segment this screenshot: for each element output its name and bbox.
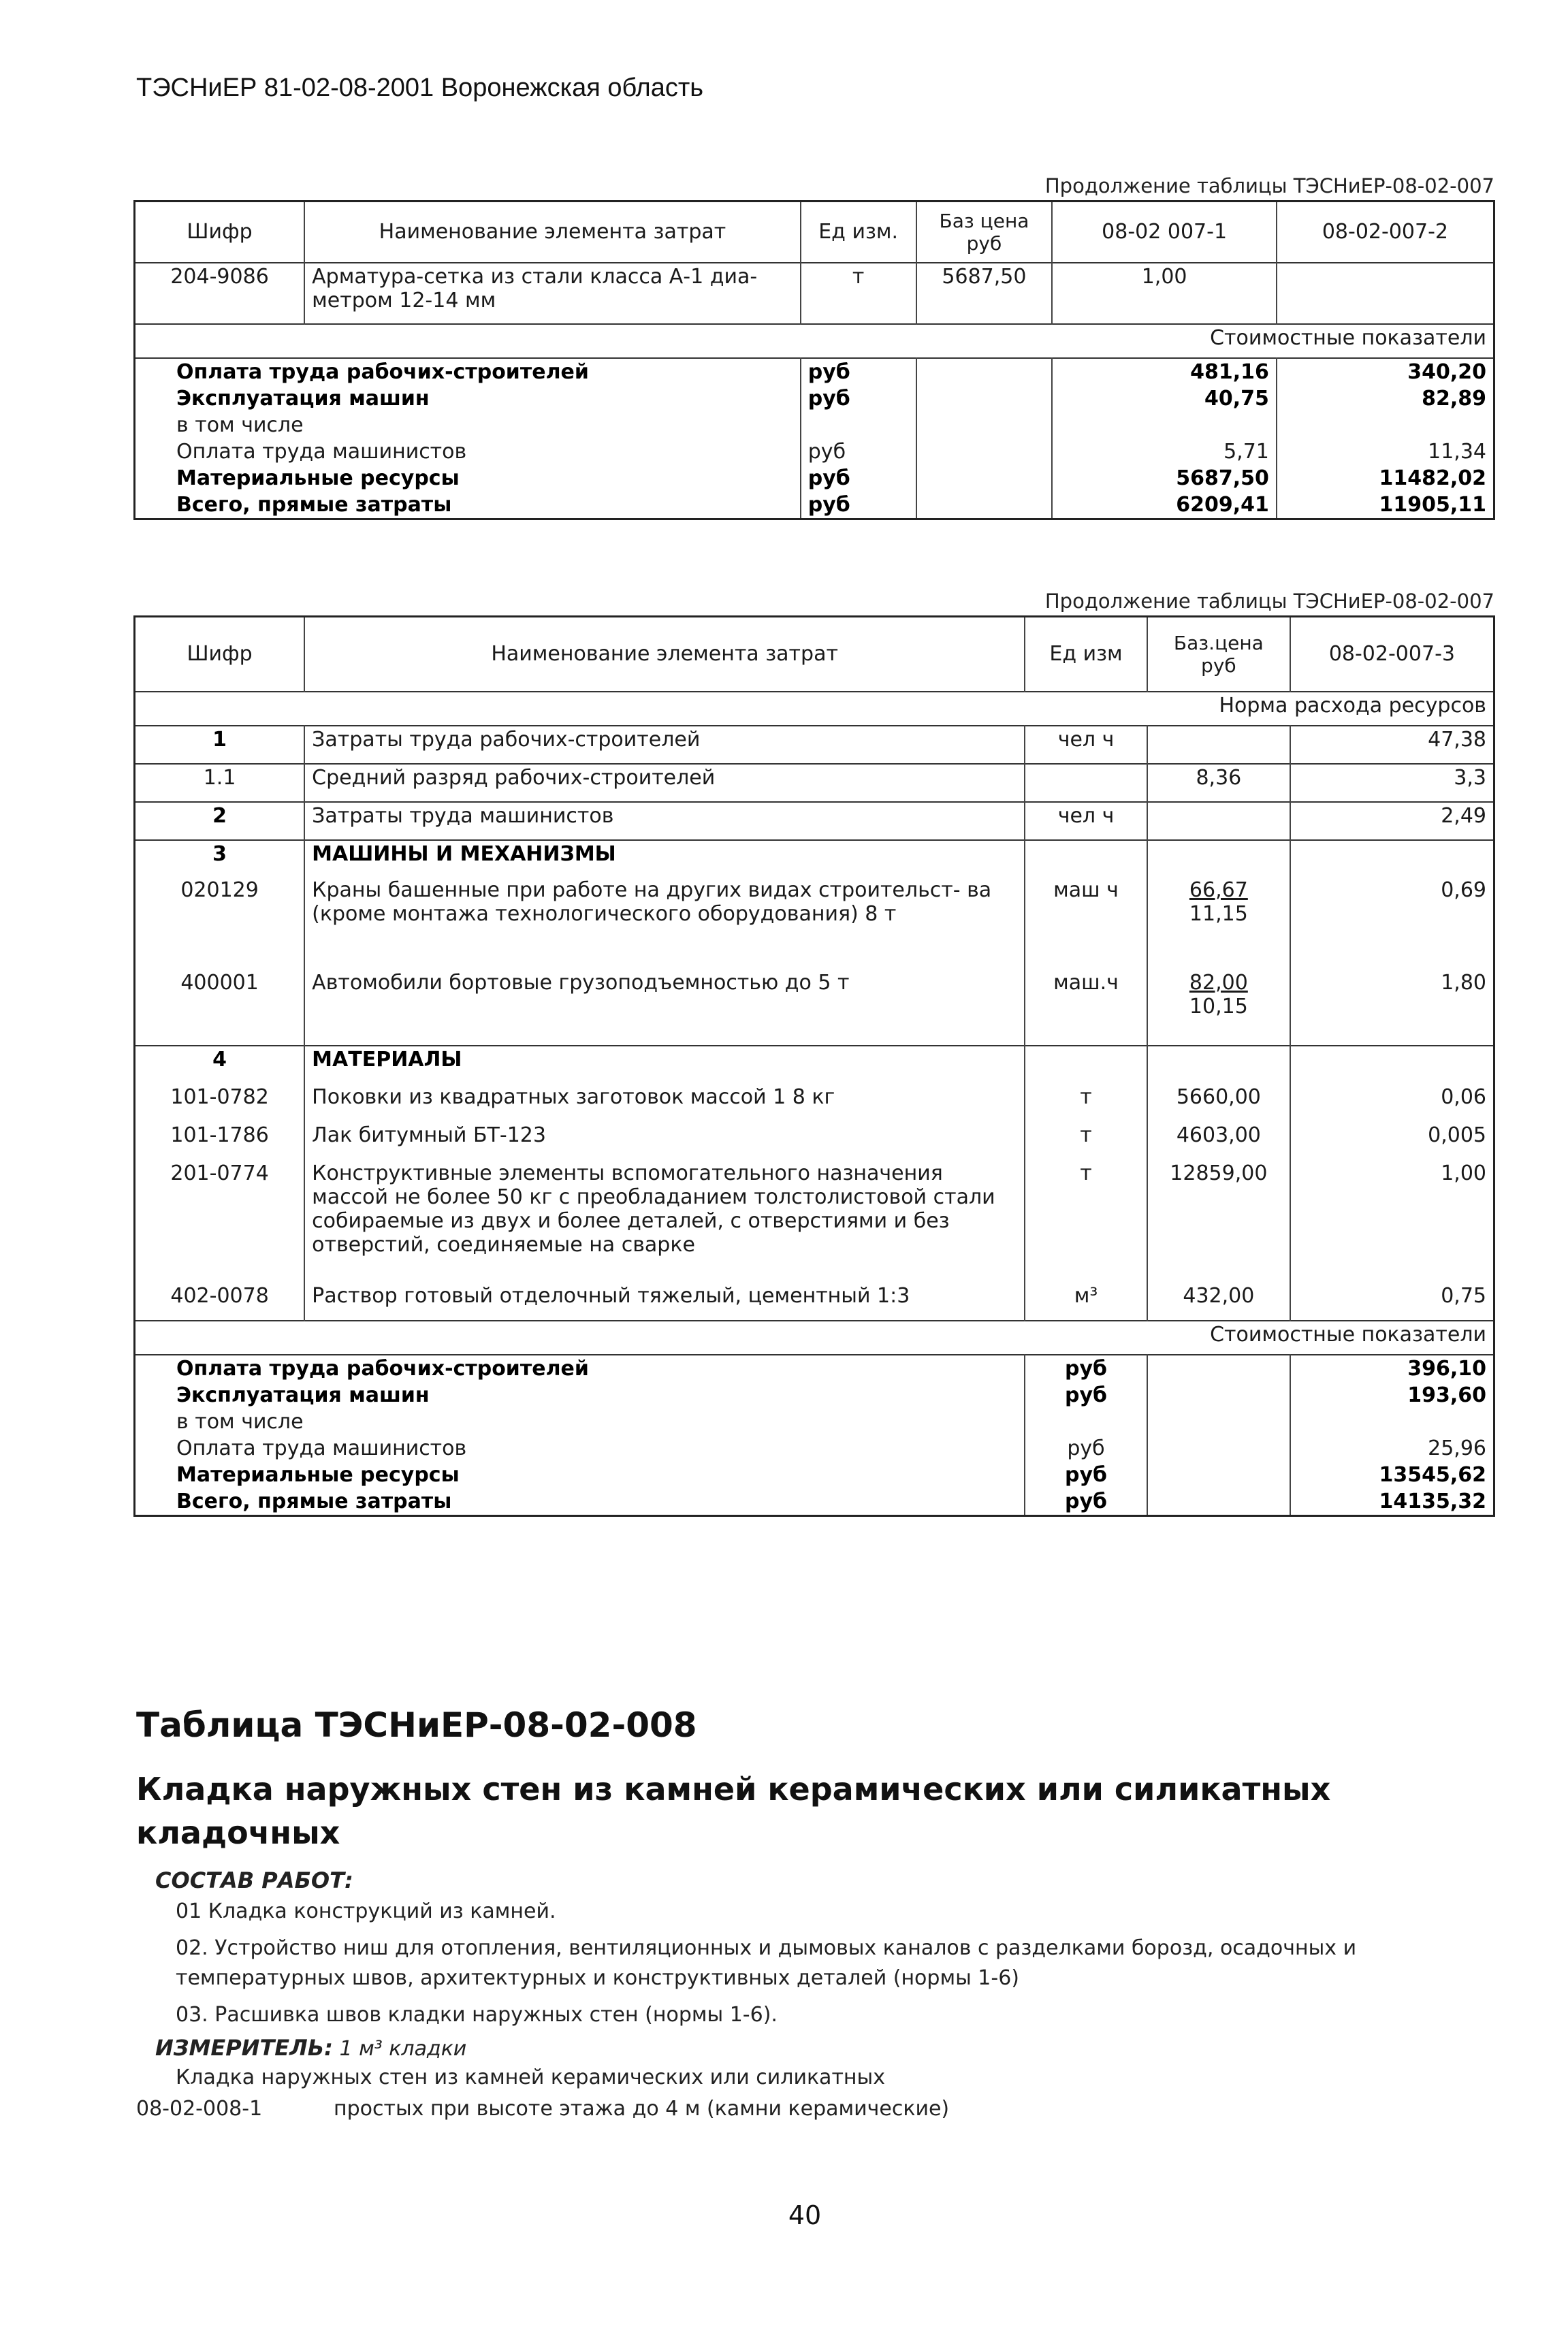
table-row: 4 МАТЕРИАЛЫ [135, 1046, 1494, 1084]
col-price: Баз.цена руб [1147, 617, 1290, 692]
table1-header-row [135, 202, 1494, 263]
table-row: 400001 Автомобили бортовые грузоподъемностью до 5 т маш.ч 82,00 10,15 1,80 [135, 969, 1494, 1046]
norm-header-row [135, 692, 1494, 726]
work-item-2: 02. Устройство ниш для отопления, вентиляционных и дымовых каналов с разделками борозд, осадочных и [176, 1936, 1357, 1960]
table2-header-row [135, 617, 1494, 692]
table-row: 2 Затраты труда машинистов чел ч 2,49 [135, 802, 1494, 840]
table-title: Таблица ТЭСНиЕР-08-02-008 [136, 1705, 697, 1745]
work-item-3: 03. Расшивка швов кладки наружных стен (нормы 1-6). [176, 2003, 778, 2027]
col-norm-3: 08-02-007-3 [1290, 617, 1494, 692]
table-row: Материальные ресурсы руб 13545,62 [135, 1462, 1494, 1488]
meter: ИЗМЕРИТЕЛЬ: 1 м³ кладки [155, 2035, 467, 2061]
table-row: 201-0774 Конструктивные элементы вспомогательного назначения массой не более 50 кг с преобладанием толстолистовой стали собираемые из двух и более деталей, с отверстиями и без отверстий, соединяемые на сварке т 12859,00 1,00 [135, 1160, 1494, 1283]
table-row: Оплата труда машинистов руб 25,96 [135, 1435, 1494, 1462]
norm-text: простых при высоте этажа до 4 м (камни керамические) [334, 2097, 950, 2121]
col-unit: Ед изм. [801, 202, 916, 263]
table-row: Эксплуатация машин руб 40,75 82,89 [135, 385, 1494, 412]
work-item-2-cont: температурных швов, архитектурных и конструктивных деталей (нормы 1-6) [176, 1966, 1020, 1990]
table2 [133, 615, 1495, 1517]
cost-header: Стоимостные показатели [1210, 325, 1486, 350]
row-v1: 1,00 [1052, 263, 1277, 324]
table-row: 402-0078 Раствор готовый отделочный тяжелый, цементный 1:3 м³ 432,00 0,75 [135, 1283, 1494, 1321]
row-v2 [1277, 263, 1494, 324]
table-row: 101-0782 Поковки из квадратных заготовок массой 1 8 кг т 5660,00 0,06 [135, 1084, 1494, 1122]
row-code: 204-9086 [170, 264, 269, 289]
table-row: Оплата труда рабочих-строителей руб 481,16 340,20 [135, 358, 1494, 385]
table-row: в том числе [135, 1409, 1494, 1435]
norm-header: Норма расхода ресурсов [1219, 693, 1486, 718]
col-name: Наименование элемента затрат [304, 617, 1025, 692]
table1-continuation: Продолжение таблицы ТЭСНиЕР-08-02-007 [1044, 174, 1494, 197]
cost-header: Стоимостные показатели [1210, 1322, 1486, 1347]
table-row: Всего, прямые затраты руб 14135,32 [135, 1488, 1494, 1516]
cost-header-row [135, 1321, 1494, 1355]
table-row: Оплата труда рабочих-строителей руб 396,10 [135, 1355, 1494, 1382]
page-number: 40 [788, 2200, 822, 2230]
norm-description: Кладка наружных стен из камней керамических или силикатных [176, 2066, 885, 2089]
col-unit: Ед изм [1025, 617, 1147, 692]
row-price: 5687,50 [916, 263, 1053, 324]
table-row: 020129 Краны башенные при работе на других видах строительст- ва (кроме монтажа технологического оборудования) 8 т маш ч 66,67 11,15 0,69 [135, 877, 1494, 969]
table-row: Оплата труда машинистов руб 5,71 11,34 [135, 438, 1494, 465]
table-row: 3 МАШИНЫ И МЕХАНИЗМЫ [135, 840, 1494, 877]
table-row: 1.1 Средний разряд рабочих-строителей 8,36 3,3 [135, 764, 1494, 802]
norm-code: 08-02-008-1 [136, 2097, 263, 2121]
table-row: 101-1786 Лак битумный БТ-123 т 4603,00 0,005 [135, 1122, 1494, 1160]
row-name: Арматура-сетка из стали класса А-1 диа- метром 12-14 мм [304, 263, 801, 324]
col-norm-2: 08-02-007-2 [1277, 202, 1494, 263]
col-name: Наименование элемента затрат [304, 202, 801, 263]
works-label: СОСТАВ РАБОТ: [155, 1867, 353, 1893]
work-item-1: 01 Кладка конструкций из камней. [176, 1899, 556, 1923]
page-header: ТЭСНиЕР 81-02-08-2001 Воронежская область [136, 74, 704, 102]
table-row: в том числе [135, 412, 1494, 438]
table1 [133, 200, 1495, 520]
table-row: Материальные ресурсы руб 5687,50 11482,02 [135, 465, 1494, 492]
row-unit: т [801, 263, 916, 324]
col-norm-1: 08-02 007-1 [1052, 202, 1277, 263]
table-row [135, 263, 1494, 324]
cost-header-row [135, 324, 1494, 358]
table-row: Эксплуатация машин руб 193,60 [135, 1382, 1494, 1409]
col-code: Шифр [187, 220, 253, 244]
table-row: 1 Затраты труда рабочих-строителей чел ч 47,38 [135, 726, 1494, 764]
col-price: Баз цена руб [916, 202, 1053, 263]
section-subtitle: Кладка наружных стен из камней керамических или силикатных кладочных [136, 1771, 1331, 1851]
table-row: Всего, прямые затраты руб 6209,41 11905,11 [135, 492, 1494, 519]
table2-continuation: Продолжение таблицы ТЭСНиЕР-08-02-007 [1044, 590, 1494, 613]
col-code: Шифр [187, 642, 253, 666]
